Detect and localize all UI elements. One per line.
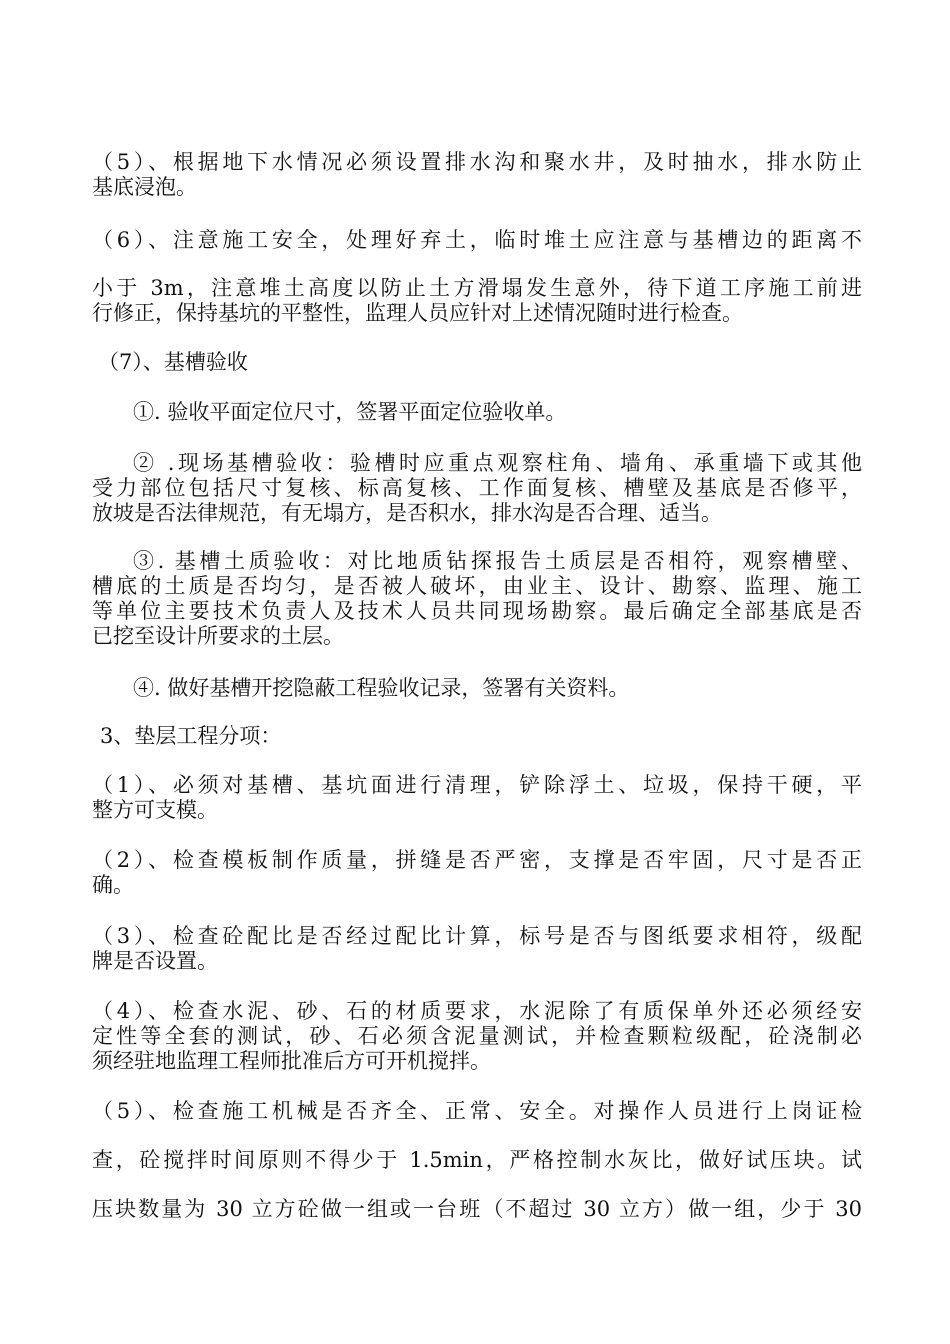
text-line: 放坡是否法律规范，有无塌方，是否积水，排水沟是否合理、适当。 xyxy=(92,501,722,525)
text-line: （6）、注意施工安全，处理好弃土，临时堆土应注意与基槽边的距离不 xyxy=(92,228,862,252)
text-line: 小于 3m，注意堆土高度以防止土方滑塌发生意外，待下道工序施工前进 xyxy=(92,276,862,300)
text-line: 牌是否设置。 xyxy=(92,949,218,973)
text-line: （3）、检查砼配比是否经过配比计算，标号是否与图纸要求相符，级配 xyxy=(92,924,862,948)
text-line: 整方可支模。 xyxy=(92,798,218,822)
text-line: ② .现场基槽验收：验槽时应重点观察柱角、墙角、承重墙下或其他 xyxy=(133,451,862,475)
text-line: 已挖至设计所要求的土层。 xyxy=(92,624,344,648)
text-line: 等单位主要技术负责人及技术人员共同现场勘察。最后确定全部基底是否 xyxy=(92,599,862,623)
text-line: 压块数量为 30 立方砼做一组或一台班（不超过 30 立方）做一组，少于 30 xyxy=(92,1197,862,1221)
text-line: 行修正，保持基坑的平整性，监理人员应针对上述情况随时进行检查。 xyxy=(92,301,743,325)
text-line: （5）、根据地下水情况必须设置排水沟和聚水井，及时抽水，排水防止 xyxy=(92,150,862,174)
text-line: （2）、检查模板制作质量，拼缝是否严密，支撑是否牢固，尺寸是否正 xyxy=(92,848,862,872)
text-line: （7）、基槽验收 xyxy=(98,350,248,374)
text-line: 须经驻地监理工程师批准后方可开机搅拌。 xyxy=(92,1049,491,1073)
text-line: ①. 验收平面定位尺寸，签署平面定位验收单。 xyxy=(133,400,567,424)
text-line: 槽底的土质是否均匀，是否被人破坏，由业主、设计、勘察、监理、施工 xyxy=(92,574,862,598)
text-line: 基底浸泡。 xyxy=(92,175,197,199)
text-line: （5）、检查施工机械是否齐全、正常、安全。对操作人员进行上岗证检 xyxy=(92,1099,862,1123)
text-line: 查，砼搅拌时间原则不得少于 1.5min，严格控制水灰比，做好试压块。试 xyxy=(92,1148,862,1172)
text-line: ④. 做好基槽开挖隐蔽工程验收记录，签署有关资料。 xyxy=(133,676,630,700)
text-line: （1）、必须对基槽、基坑面进行清理，铲除浮土、垃圾，保持干硬，平 xyxy=(92,773,862,797)
text-line: 3、垫层工程分项： xyxy=(100,724,282,748)
text-line: （4）、检查水泥、砂、石的材质要求，水泥除了有质保单外还必须经安 xyxy=(92,999,862,1023)
text-line: 定性等全套的测试，砂、石必须含泥量测试，并检查颗粒级配，砼浇制必 xyxy=(92,1024,862,1048)
text-line: 确。 xyxy=(92,873,134,897)
text-line: 受力部位包括尺寸复核、标高复核、工作面复核、槽壁及基底是否修平， xyxy=(92,476,862,500)
text-line: ③. 基槽土质验收：对比地质钻探报告土质层是否相符，观察槽壁、 xyxy=(133,549,862,573)
